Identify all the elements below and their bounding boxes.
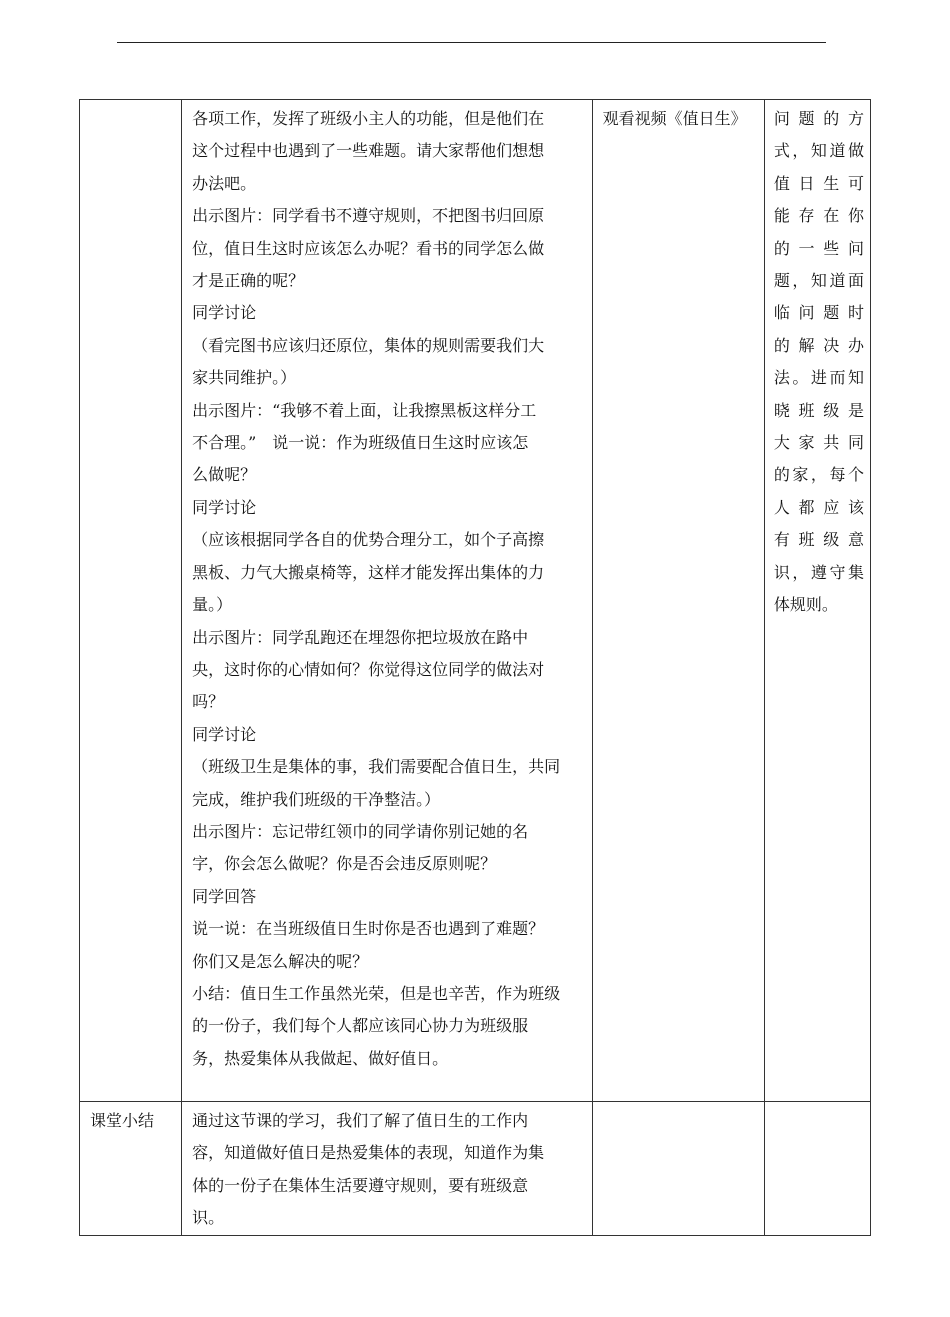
text-line: （班级卫生是集体的事，我们需要配合值日生，共同 — [192, 757, 561, 777]
text-line: 同学讨论 — [192, 303, 257, 323]
text-line: 完成，维护我们班级的干净整洁。） — [192, 789, 441, 809]
teacher-activity-text — [182, 100, 592, 1075]
table-row — [80, 1102, 871, 1236]
text-line: 你们又是怎么解决的呢？ — [192, 951, 369, 971]
text-line: 容，知道做好值日是热爱集体的表现，知道作为集 — [192, 1143, 545, 1163]
teacher-activity-cell — [182, 100, 593, 1102]
text-line: 人都应该 — [773, 497, 864, 517]
text-line: 量。） — [192, 595, 233, 615]
summary-content-text — [182, 1102, 592, 1235]
text-line: 同学讨论 — [192, 724, 257, 744]
text-line: 黑板、力气大搬桌椅等，这样才能发挥出集体的力 — [192, 562, 545, 582]
text-line: 通过这节课的学习，我们了解了值日生的工作内 — [192, 1111, 529, 1130]
text-line: （应该根据同学各自的优势合理分工，如个子高擦 — [192, 530, 545, 550]
text-line: 的一些问 — [773, 238, 864, 258]
text-line: 务，热爱集体从我做起、做好值日。 — [192, 1048, 449, 1068]
text-line: 办法吧。 — [192, 173, 257, 193]
student-activity-cell — [592, 1102, 764, 1236]
text-line: （看完图书应该归还原位，集体的规则需要我们大 — [192, 335, 545, 355]
text-line: 能存在你 — [773, 206, 864, 226]
design-intent-text — [765, 100, 870, 622]
text-line: 识，遵守集 — [773, 562, 864, 582]
text-line: 央，这时你的心情如何？你觉得这位同学的做法对 — [192, 659, 545, 679]
table-row — [80, 100, 871, 1102]
text-line: 出示图片：“我够不着上面，让我擦黑板这样分工 — [192, 400, 537, 420]
text-line: 同学回答 — [192, 886, 257, 906]
text-line: 值日生可 — [773, 173, 864, 193]
design-intent-cell — [764, 100, 870, 1102]
text-line: 体规则。 — [773, 595, 838, 615]
stage-label-cell — [80, 100, 182, 1102]
text-line: 说一说：在当班级值日生时你是否也遇到了难题？ — [192, 919, 545, 939]
text-line: 才是正确的呢？ — [192, 271, 305, 291]
text-line: 的解决办 — [773, 335, 864, 355]
summary-content-cell — [182, 1102, 593, 1236]
lesson-plan-table — [79, 99, 871, 1236]
stage-label-cell — [80, 1102, 182, 1236]
text-line: 出示图片：同学乱跑还在埋怨你把垃圾放在路中 — [192, 627, 529, 647]
text-line: 出示图片：忘记带红领巾的同学请你别记她的名 — [192, 821, 529, 841]
text-line: 家共同维护。） — [192, 368, 297, 388]
summary-label: 课堂小结 — [90, 1111, 155, 1130]
text-line: 各项工作，发挥了班级小主人的功能，但是他们在 — [192, 109, 545, 128]
text-line: 小结：值日生工作虽然光荣，但是也辛苦，作为班级 — [192, 983, 561, 1003]
design-intent-cell — [764, 1102, 870, 1236]
text-line: 识。 — [192, 1208, 225, 1228]
text-line: 这个过程中也遇到了一些难题。请大家帮他们想想 — [192, 141, 545, 161]
text-line: 晓班级是 — [773, 400, 864, 420]
text-line: 临问题时 — [773, 303, 864, 323]
text-line: 体的一份子在集体生活要遵守规则，要有班级意 — [192, 1175, 529, 1195]
text-line: 么做呢？ — [192, 465, 257, 485]
student-activity-cell — [592, 100, 764, 1102]
text-line: 有班级意 — [773, 530, 864, 550]
student-activity-text: 观看视频《值日生》 — [602, 109, 747, 128]
text-line: 出示图片：同学看书不遵守规则，不把图书归回原 — [192, 206, 545, 226]
text-line: 的家，每个 — [773, 465, 864, 485]
text-line: 同学讨论 — [192, 497, 257, 517]
text-line: 吗？ — [192, 692, 225, 712]
header-rule — [117, 42, 826, 43]
text-line: 大家共同 — [773, 433, 864, 453]
text-line: 问题的方 — [773, 109, 864, 128]
text-line: 位，值日生这时应该怎么办呢？看书的同学怎么做 — [192, 238, 545, 258]
text-line: 的一份子，我们每个人都应该同心协力为班级服 — [192, 1016, 529, 1036]
text-line: 式，知道做 — [773, 141, 864, 161]
text-line: 字，你会怎么做呢？你是否会违反原则呢？ — [192, 854, 497, 874]
text-line: 题，知道面 — [773, 271, 864, 291]
text-line: 法。进而知 — [773, 368, 864, 388]
text-line: 不合理。” 说一说：作为班级值日生这时应该怎 — [192, 433, 529, 453]
